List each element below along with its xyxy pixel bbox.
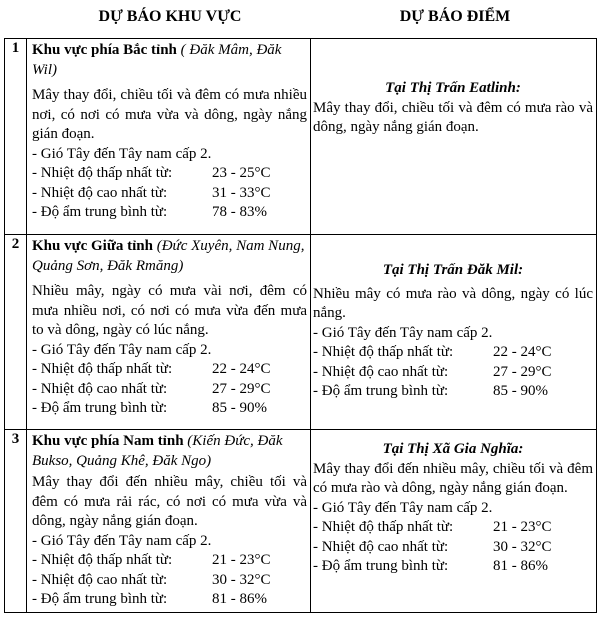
point-max-temp: - Nhiệt độ cao nhất từ: 27 - 29°C: [313, 363, 552, 380]
point-wind: - Gió Tây đến Tây nam cấp 2.: [313, 499, 493, 516]
table-row: [5, 235, 597, 430]
point-title: Tại Thị Xã Gia Nghĩa:: [382, 441, 524, 457]
region-max-temp: - Nhiệt độ cao nhất từ: 31 - 33°C: [32, 184, 271, 201]
region-min-temp: - Nhiệt độ thấp nhất từ: 21 - 23°C: [32, 552, 271, 568]
row-number: 3: [5, 430, 27, 613]
region-name: Khu vực phía Bắc tỉnh: [32, 42, 177, 58]
point-min-temp: - Nhiệt độ thấp nhất từ: 22 - 24°C: [313, 344, 552, 360]
region-humidity: - Độ ẩm trung bình từ: 78 - 83%: [32, 204, 267, 220]
region-wind: - Gió Tây đến Tây nam cấp 2.: [32, 341, 212, 358]
region-max-temp: - Nhiệt độ cao nhất từ: 27 - 29°C: [32, 380, 271, 397]
point-title: Tại Thị Trấn Đăk Mil:: [382, 262, 524, 278]
region-max-temp: - Nhiệt độ cao nhất từ: 30 - 32°C: [32, 571, 271, 588]
header-point: DỰ BÁO ĐIỂM: [399, 8, 511, 25]
row-number: 2: [5, 235, 27, 430]
regional-cell: [27, 235, 311, 430]
row-number: 1: [5, 39, 27, 235]
region-description: Mây thay đổi đến nhiều mây, chiều tối và đêm có mưa rải rác, có nơi có mưa vừa và dông, ngày nắng gián đoạn.: [32, 474, 307, 529]
region-wind: - Gió Tây đến Tây nam cấp 2.: [32, 532, 212, 549]
region-title: [32, 237, 307, 276]
forecast-table: [4, 38, 597, 613]
region-title: [32, 41, 307, 80]
region-title: [32, 432, 307, 471]
point-min-temp: - Nhiệt độ thấp nhất từ: 21 - 23°C: [313, 519, 552, 535]
region-areas: ( Đăk Mâm, Đăk Wil): [32, 42, 282, 78]
region-description: Mây thay đổi, chiều tối và đêm có mưa nhiều nơi, có nơi có mưa vừa và dông, ngày nắng gián đoạn.: [32, 87, 307, 142]
region-areas: (Kiến Đức, Đăk Bukso, Quảng Khê, Đăk Ngo): [32, 433, 283, 469]
table-row: [5, 39, 597, 235]
point-humidity: - Độ ẩm trung bình từ: 81 - 86%: [313, 558, 548, 574]
header-regional: DỰ BÁO KHU VỰC: [98, 8, 242, 25]
region-humidity: - Độ ẩm trung bình từ: 81 - 86%: [32, 591, 267, 607]
point-description: Mây thay đổi đến nhiều mây, chiều tối và đêm có mưa rào và dông, ngày nắng gián đoạn.: [313, 460, 593, 496]
point-humidity: - Độ ẩm trung bình từ: 85 - 90%: [313, 383, 548, 399]
regional-cell: [27, 39, 311, 235]
point-wind: - Gió Tây đến Tây nam cấp 2.: [313, 324, 493, 341]
point-description: Mây thay đổi, chiều tối và đêm có mưa rào và dông, ngày nắng gián đoạn.: [313, 99, 593, 135]
region-humidity: - Độ ẩm trung bình từ: 85 - 90%: [32, 400, 267, 416]
point-title: Tại Thị Trấn Eatlinh:: [385, 80, 521, 96]
regional-cell: [27, 430, 311, 613]
region-name: Khu vực Giữa tỉnh: [32, 238, 153, 254]
region-min-temp: - Nhiệt độ thấp nhất từ: 23 - 25°C: [32, 165, 271, 181]
point-max-temp: - Nhiệt độ cao nhất từ: 30 - 32°C: [313, 538, 552, 555]
region-name: Khu vực phía Nam tỉnh: [32, 433, 184, 449]
region-areas: (Đức Xuyên, Nam Nung, Quảng Sơn, Đăk Rmăng): [32, 238, 305, 274]
point-cell: [311, 235, 597, 430]
region-description: Nhiều mây, ngày có mưa vài nơi, đêm có mưa nhiều nơi, có nơi có mưa vừa đến mưa to và dông, ngày có lúc nắng.: [32, 283, 307, 338]
region-min-temp: - Nhiệt độ thấp nhất từ: 22 - 24°C: [32, 361, 271, 377]
region-wind: - Gió Tây đến Tây nam cấp 2.: [32, 145, 212, 162]
point-cell: [311, 39, 597, 235]
point-description: Nhiều mây có mưa rào và dông, ngày có lúc nắng.: [313, 285, 593, 321]
table-row: [5, 430, 597, 613]
point-cell: [311, 430, 597, 613]
